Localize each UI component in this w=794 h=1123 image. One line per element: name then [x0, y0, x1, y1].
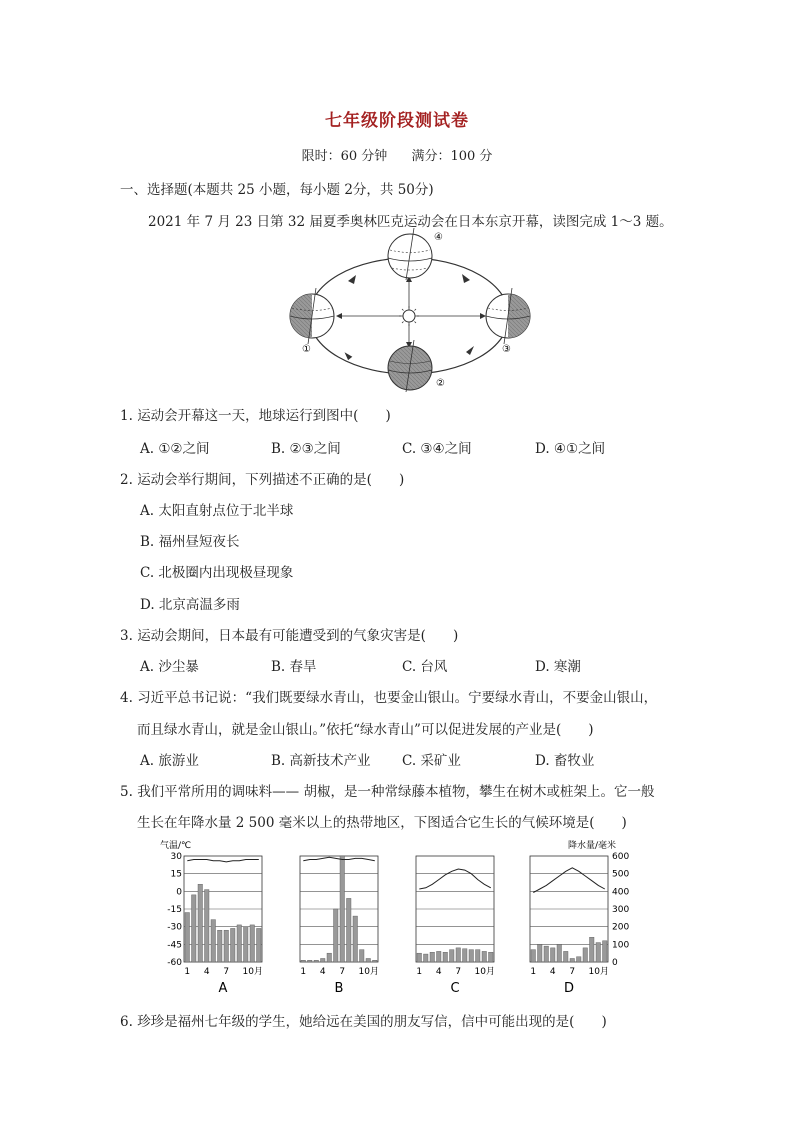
month-tick-label: 7: [455, 967, 462, 977]
month-tick-label: 1: [184, 967, 191, 977]
section-heading: 一、选择题(本题共 25 小题，每小题 2分，共 50分): [120, 182, 434, 198]
month-tick-label: 7: [569, 967, 576, 977]
month-tick-label: 10月: [358, 967, 379, 977]
precip-bar: [257, 928, 262, 962]
q4-option-d[interactable]: D. 畜牧业: [535, 753, 595, 769]
q3-option-d[interactable]: D. 寒潮: [535, 659, 581, 675]
precip-bar: [450, 950, 455, 962]
precip-tick-label: 600: [612, 852, 630, 862]
temp-tick-label: -60: [167, 958, 182, 968]
precip-bar: [347, 898, 352, 962]
question-4-line-2: 而且绿水青山，就是金山银山。”依托“绿水青山”可以促进发展的产业是( ): [137, 722, 594, 738]
q1-option-c[interactable]: C. ③④之间: [402, 441, 472, 457]
chart-label: B: [334, 981, 344, 996]
section-intro: 2021 年 7 月 23 日第 32 届夏季奥林匹克运动会在日本东京开幕，读图完成 1～3 题。: [148, 214, 673, 230]
precip-bar: [489, 952, 494, 962]
precip-bar: [443, 952, 448, 962]
month-tick-label: 7: [223, 967, 230, 977]
month-tick-label: 4: [203, 967, 210, 977]
precip-bar: [456, 948, 461, 962]
climate-chart-B: [300, 856, 379, 996]
temp-tick-label: 0: [176, 887, 182, 898]
temp-tick-label: -30: [167, 922, 182, 933]
precip-tick-label: 0: [612, 958, 618, 968]
temp-tick-label: 30: [170, 852, 182, 862]
question-6: 6. 珍珍是福州七年级的学生，她给远在美国的朋友写信，信中可能出现的是( ): [120, 1014, 607, 1030]
month-tick-label: 10月: [242, 967, 263, 977]
precip-bar: [360, 950, 365, 962]
q4-option-b[interactable]: B. 高新技术产业: [271, 753, 371, 769]
precip-bar: [198, 884, 203, 962]
precip-bar: [308, 960, 313, 962]
page-title: 七年级阶段测试卷: [325, 111, 469, 131]
precip-bar: [366, 958, 371, 962]
precip-bar: [476, 950, 481, 962]
svg-text:③: ③: [502, 344, 511, 355]
precip-bar: [603, 941, 608, 962]
precip-bar: [544, 946, 549, 962]
earth-position-3-icon: [486, 288, 530, 355]
q3-option-c[interactable]: C. 台风: [402, 659, 448, 675]
precip-bar: [301, 960, 306, 962]
precip-bar: [373, 960, 378, 962]
question-1: 1. 运动会开幕这一天，地球运行到图中( ): [120, 408, 391, 424]
question-5: 5. 我们平常所用的调味料—— 胡椒，是一种常绿藤本植物，攀生在树木或桩架上。它一般: [120, 784, 655, 800]
precip-bar: [211, 920, 216, 962]
climate-chart-D: [530, 856, 609, 996]
precip-axis-title: 降水量/毫米: [568, 841, 617, 851]
svg-text:②: ②: [436, 378, 445, 389]
svg-text:④: ④: [434, 232, 443, 243]
month-tick-label: 4: [319, 967, 326, 977]
precip-bar: [551, 948, 556, 962]
precip-bar: [218, 930, 223, 962]
precip-bar: [469, 950, 474, 962]
chart-label: C: [450, 981, 460, 996]
q2-option-c[interactable]: C. 北极圈内出现极昼现象: [140, 565, 294, 581]
precip-bar: [463, 949, 468, 962]
q2-option-b[interactable]: B. 福州昼短夜长: [140, 534, 240, 550]
precip-bar: [417, 953, 422, 962]
temperature-line: [187, 860, 258, 862]
precip-bar: [185, 913, 190, 962]
precip-tick-label: 400: [612, 887, 630, 898]
precip-bar: [482, 951, 487, 962]
exam-info: [0, 145, 794, 164]
precip-bar: [531, 950, 536, 962]
q1-option-a[interactable]: A. ①②之间: [140, 441, 210, 457]
precip-bar: [437, 951, 442, 962]
precip-bar: [596, 943, 601, 962]
precip-bar: [321, 958, 326, 962]
q2-option-a[interactable]: A. 太阳直射点位于北半球: [140, 503, 294, 519]
precip-bar: [224, 930, 229, 962]
question-3: 3. 运动会期间，日本最有可能遭受到的气象灾害是( ): [120, 628, 459, 644]
climate-charts-figure: [150, 836, 640, 1004]
precip-bar: [334, 909, 339, 962]
earth-position-2-icon: [388, 340, 445, 392]
precip-bar: [250, 925, 255, 962]
precip-bar: [570, 958, 575, 962]
question-5-line-2: 生长在年降水量 2 500 毫米以上的热带地区，下图适合它生长的气候环境是( ): [137, 815, 627, 831]
month-tick-label: 10月: [588, 967, 609, 977]
month-tick-label: 1: [530, 967, 537, 977]
question-2: 2. 运动会举行期间，下列描述不正确的是( ): [120, 472, 405, 488]
q3-option-a[interactable]: A. 沙尘暴: [140, 659, 199, 675]
chart-label: D: [563, 981, 575, 996]
precip-tick-label: 300: [612, 905, 630, 915]
earth-position-1-icon: [290, 288, 334, 355]
earth-position-4-icon: [388, 228, 443, 280]
precip-bar: [583, 948, 588, 962]
q2-option-d[interactable]: D. 北京高温多雨: [140, 597, 240, 613]
month-tick-label: 4: [549, 967, 556, 977]
precip-tick-label: 200: [612, 922, 630, 933]
full-score: 满分：100 分: [411, 149, 493, 164]
month-tick-label: 1: [300, 967, 307, 977]
month-tick-label: 4: [435, 967, 442, 977]
precip-tick-label: 100: [612, 940, 630, 951]
time-limit: 限时：60 分钟: [301, 149, 388, 164]
precip-bar: [340, 856, 345, 962]
precip-bar: [327, 953, 332, 962]
precip-bar: [538, 944, 543, 962]
precip-bar: [430, 952, 435, 962]
temp-tick-label: -45: [167, 940, 182, 951]
temperature-line: [419, 869, 491, 889]
precip-bar: [353, 916, 358, 962]
climate-chart-A: [184, 856, 263, 996]
climate-chart-C: [416, 856, 495, 996]
q4-option-c[interactable]: C. 采矿业: [402, 753, 461, 769]
temp-tick-label: 15: [170, 869, 182, 880]
precip-bar: [237, 925, 242, 962]
precip-bar: [192, 895, 197, 962]
precip-bar: [577, 957, 582, 962]
temp-tick-label: -15: [167, 905, 182, 915]
svg-text:①: ①: [302, 344, 311, 355]
temperature-line: [303, 857, 375, 861]
month-tick-label: 7: [339, 967, 346, 977]
precip-bar: [244, 927, 249, 962]
precip-bar: [314, 960, 319, 962]
earth-orbit-diagram: [280, 228, 540, 393]
precip-bar: [205, 890, 210, 962]
question-4: 4. 习近平总书记说：“我们既要绿水青山，也要金山银山。宁要绿水青山，不要金山银山，: [120, 690, 658, 706]
month-tick-label: 1: [416, 967, 423, 977]
precip-bar: [564, 951, 569, 962]
q4-option-a[interactable]: A. 旅游业: [140, 753, 199, 769]
chart-label: A: [218, 981, 228, 996]
q3-option-b[interactable]: B. 春旱: [271, 659, 317, 675]
precip-bar: [557, 944, 562, 962]
month-tick-label: 10月: [474, 967, 495, 977]
precip-bar: [424, 954, 429, 962]
temp-axis-title: 气温/℃: [160, 841, 192, 851]
precip-tick-label: 500: [612, 869, 630, 880]
precip-bar: [590, 937, 595, 962]
q1-option-d[interactable]: D. ④①之间: [535, 441, 606, 457]
q1-option-b[interactable]: B. ②③之间: [271, 441, 341, 457]
precip-bar: [231, 928, 236, 962]
temperature-line: [533, 868, 605, 893]
